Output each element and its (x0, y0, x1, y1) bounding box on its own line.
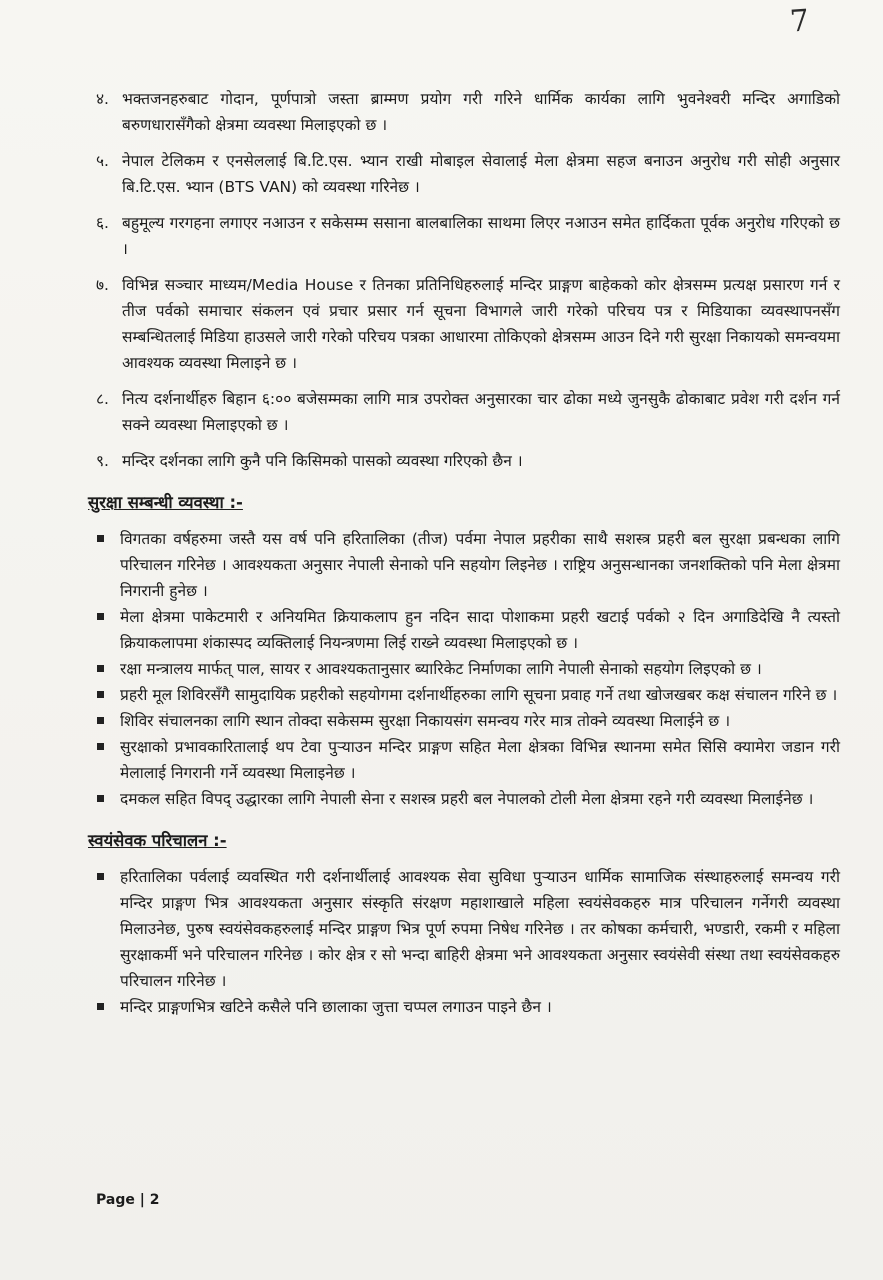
item-number: ४. (96, 90, 109, 108)
volunteer-list (96, 864, 840, 1020)
bullet-icon (96, 656, 120, 682)
item-text: भक्तजनहरुबाट गोदान, पूर्णपात्रो जस्ता ब्राम्मण प्रयोग गरी गरिने धार्मिक कार्यका लागि भुवनेश्वरी मन्दिर अगाडिको बरुणधारासँगैको क्षेत्रमा व्यवस्था मिलाइएको छ । (122, 90, 840, 134)
document-content (88, 86, 840, 1020)
item-number: ७. (96, 276, 109, 294)
item-text: बहुमूल्य गरगहना लगाएर नआउन र सकेसम्म ससाना बालबालिका साथमा लिएर नआउन समेत हार्दिकता पूर्वक अनुरोध गरिएको छ । (122, 214, 840, 258)
list-item (96, 786, 840, 812)
item-text: शिविर संचालनका लागि स्थान तोक्दा सकेसम्म सुरक्षा निकायसंग समन्वय गरेर मात्र तोक्ने व्यवस्था मिलाईने छ । (120, 712, 731, 730)
bullet-icon (96, 708, 120, 734)
security-heading: सुरक्षा सम्बन्धी व्यवस्था :- (88, 493, 243, 512)
numbered-item (96, 210, 840, 262)
page-footer: Page | 2 (96, 1192, 160, 1208)
numbered-list (96, 86, 840, 474)
bullet-icon (96, 682, 120, 708)
list-item (96, 604, 840, 656)
list-item (96, 864, 840, 994)
security-list (96, 526, 840, 812)
numbered-item (96, 448, 840, 474)
numbered-item (96, 386, 840, 438)
bullet-icon (96, 864, 120, 994)
list-item (96, 656, 840, 682)
item-number: ९. (96, 452, 109, 470)
list-item (96, 734, 840, 786)
list-item (96, 526, 840, 604)
numbered-item (96, 86, 840, 138)
item-text: प्रहरी मूल शिविरसँगै सामुदायिक प्रहरीको सहयोगमा दर्शनार्थीहरुका लागि सूचना प्रवाह गर्ने तथा खोजखबर कक्ष संचालन गरिने छ । (120, 686, 838, 704)
numbered-item (96, 148, 840, 200)
bullet-icon (96, 604, 120, 656)
item-text: रक्षा मन्त्रालय मार्फत् पाल, सायर र आवश्यकतानुसार ब्यारिकेट निर्माणका लागि नेपाली सेनाको सहयोग लिइएको छ । (120, 660, 762, 678)
list-item (96, 994, 840, 1020)
item-text: सुरक्षाको प्रभावकारितालाई थप टेवा पुऱ्याउन मन्दिर प्राङ्गण सहित मेला क्षेत्रका विभिन्न स्थानमा समेत सिसि क्यामेरा जडान गरी मेलालाई निगरानी गर्ने व्यवस्था मिलाइनेछ । (120, 738, 840, 782)
item-number: ६. (96, 214, 109, 232)
volunteer-heading: स्वयंसेवक परिचालन :- (88, 831, 227, 850)
item-text: नित्य दर्शनार्थीहरु बिहान ६:०० बजेसम्मका लागि मात्र उपरोक्त अनुसारका चार ढोका मध्ये जुनसुकै ढोकाबाट प्रवेश गरी दर्शन गर्न सक्ने व्यवस्था मिलाइएको छ । (122, 390, 840, 434)
list-item (96, 682, 840, 708)
item-text: मेला क्षेत्रमा पाकेटमारी र अनियमित क्रियाकलाप हुन नदिन सादा पोशाकमा प्रहरी खटाई पर्वको २ दिन अगाडिदेखि नै त्यस्तो क्रियाकलापमा शंकास्पद व्यक्तिलाई नियन्त्रणमा लिई राख्ने व्यवस्था मिलाइएको छ । (120, 608, 840, 652)
bullet-icon (96, 994, 120, 1020)
item-text: नेपाल टेलिकम र एनसेललाई बि.टि.एस. भ्यान राखी मोबाइल सेवालाई मेला क्षेत्रमा सहज बनाउन अनुरोध गरी सोही अनुसार बि.टि.एस. भ्यान (BTS VAN) को व्यवस्था गरिनेछ । (122, 152, 840, 196)
item-number: ८. (96, 390, 109, 408)
bullet-icon (96, 786, 120, 812)
item-text: हरितालिका पर्वलाई व्यवस्थित गरी दर्शनार्थीलाई आवश्यक सेवा सुविधा पुऱ्याउन धार्मिक सामाजिक संस्थाहरुलाई समन्वय गरी मन्दिर प्राङ्गण भित्र आवश्यकता अनुसार संस्कृति संरक्षण महाशाखाले महिला स्वयंसेवकहरु मात्र परिचालन गर्नेगरी व्यवस्था मिलाउनेछ, पुरुष स्वयंसेवकहरुलाई मन्दिर प्राङ्गण भित्र पूर्ण रुपमा निषेध गरिनेछ । तर कोषका कर्मचारी, भण्डारी, रकमी र महिला सुरक्षाकर्मी भने परिचालन गरिनेछ । कोर क्षेत्र र सो भन्दा बाहिरी क्षेत्रमा भने आवश्यकता अनुसार स्वयंसेवी संस्था तथा स्वयंसेवकहरु परिचालन गरिनेछ । (120, 868, 840, 990)
bullet-icon (96, 734, 120, 786)
numbered-item (96, 272, 840, 376)
item-text: मन्दिर प्राङ्गणभित्र खटिने कसैले पनि छालाका जुत्ता चप्पल लगाउन पाइने छैन । (120, 998, 552, 1016)
list-item (96, 708, 840, 734)
item-number: ५. (96, 152, 109, 170)
item-text: दमकल सहित विपद् उद्धारका लागि नेपाली सेना र सशस्त्र प्रहरी बल नेपालको टोली मेला क्षेत्रमा रहने गरी व्यवस्था मिलाईनेछ । (120, 790, 814, 808)
handwritten-page-mark: 7 (788, 3, 811, 40)
item-text: विभिन्न सञ्चार माध्यम/Media House र तिनका प्रतिनिधिहरुलाई मन्दिर प्राङ्गण बाहेकको कोर क्षेत्रसम्म प्रत्यक्ष प्रसारण गर्न र तीज पर्वको समाचार संकलन एवं प्रचार प्रसार गर्न सूचना विभागले जारी गरेको परिचय पत्र र मिडियाका व्यवस्थापनसँग सम्बन्धितलाई मिडिया हाउसले जारी गरेको परिचय पत्रका आधारमा तोकिएको क्षेत्रसम्म आउन दिने गरी सुरक्षा निकायको समन्वयमा आवश्यक व्यवस्था मिलाइने छ । (122, 276, 840, 372)
bullet-icon (96, 526, 120, 604)
item-text: मन्दिर दर्शनका लागि कुनै पनि किसिमको पासको व्यवस्था गरिएको छैन । (122, 452, 523, 470)
item-text: विगतका वर्षहरुमा जस्तै यस वर्ष पनि हरितालिका (तीज) पर्वमा नेपाल प्रहरीका साथै सशस्त्र प्रहरी बल सुरक्षा प्रबन्धका लागि परिचालन गरिनेछ । आवश्यकता अनुसार नेपाली सेनाको पनि सहयोग लिइनेछ । राष्ट्रिय अनुसन्धानका जनशक्तिको पनि मेला क्षेत्रमा निगरानी हुनेछ । (120, 530, 840, 600)
